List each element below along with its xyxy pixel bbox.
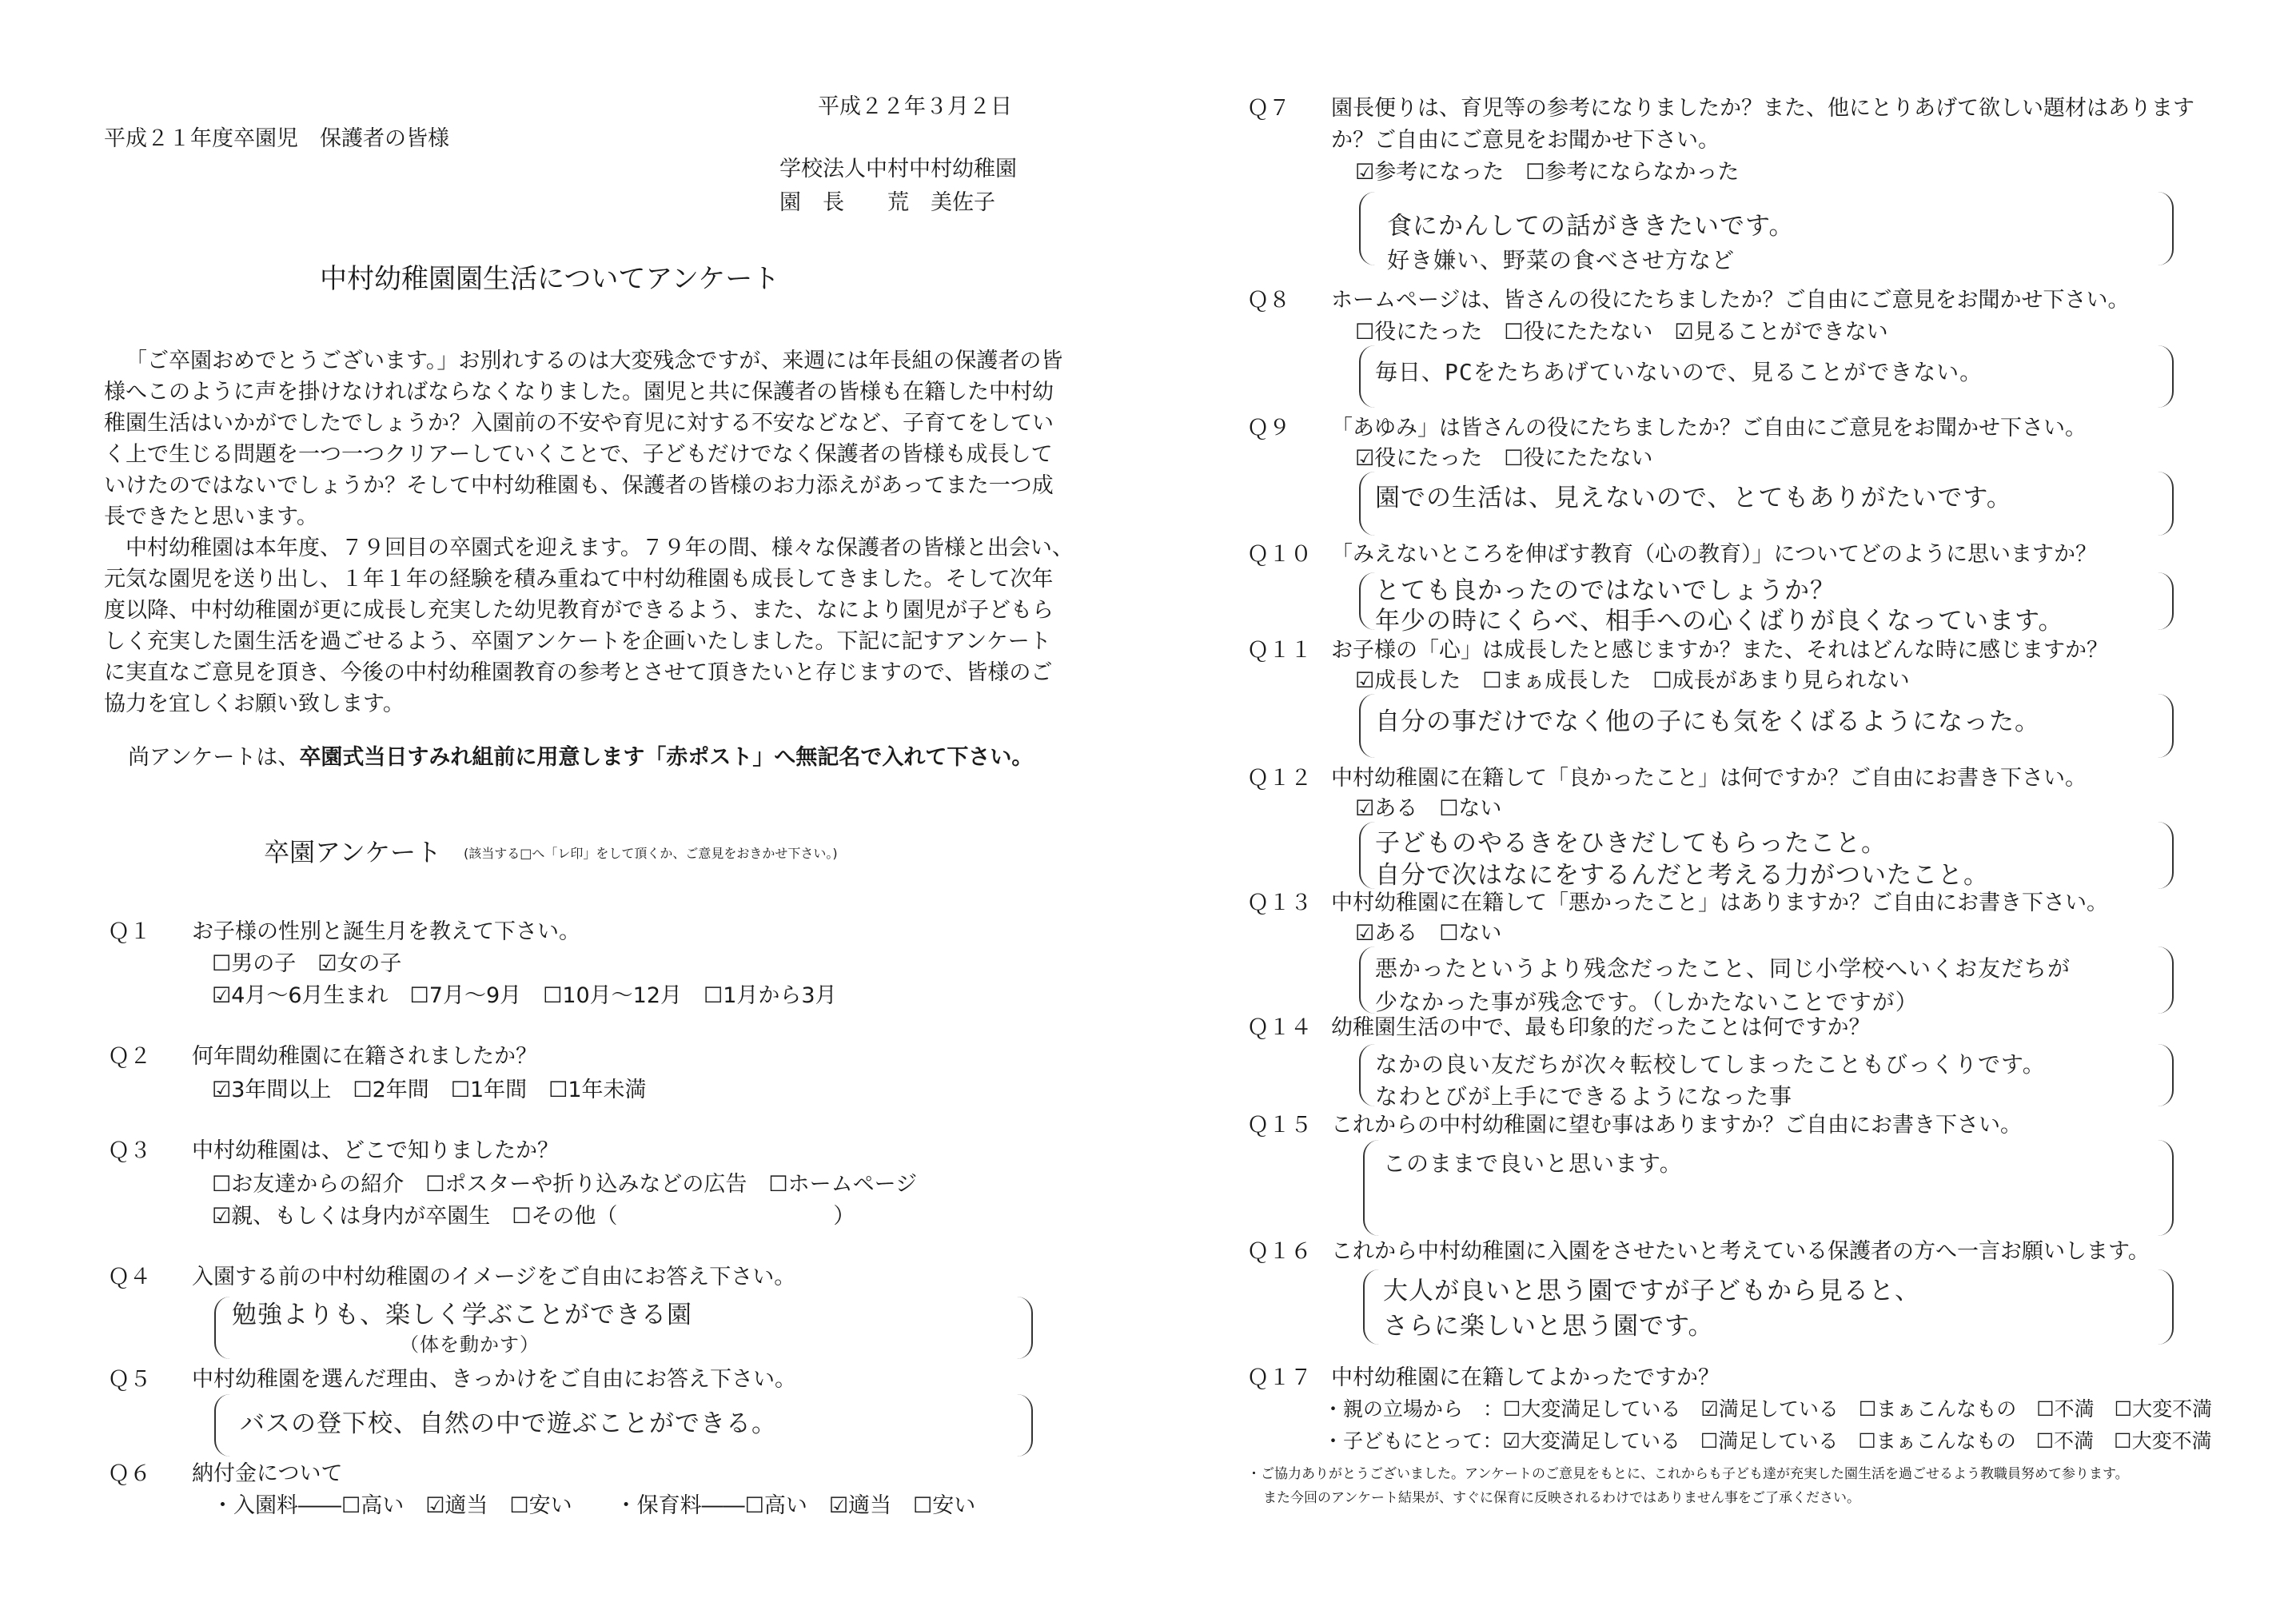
q9-options[interactable]: ☑役にたった ☐役にたたない [1355,446,1653,471]
q16-answer: 大人が良いと思う園ですが子どもから見ると、 [1383,1277,1920,1305]
q9-text: 「あゆみ」は皆さんの役にたちましたか？ご自由にご意見をお聞かせ下さい。 [1331,416,2087,440]
intro-line: 元気な園児を送り出し、１年１年の経験を積み重ねて中村幼稚園も成長してきました。そして次年 [104,567,1054,592]
q14-text: 幼稚園生活の中で、最も印象的だったことは何ですか？ [1331,1015,1871,1040]
q12-text: 中村幼稚園に在籍して「良かったこと」は何ですか？ご自由にお書き下さい。 [1331,766,2087,791]
q17-options-child[interactable]: ・子どもにとって：☑大変満足している ☐満足している ☐まぁこんなもの ☐不満 ☐大変不満 [1323,1429,2212,1453]
q13-number: Ｑ１３ [1247,891,1312,915]
q11-options[interactable]: ☑成長した ☐まぁ成長した ☐成長があまり見られない [1355,668,1910,693]
q13-options[interactable]: ☑ある ☐ない [1355,921,1502,946]
q1-options-gender[interactable]: ☐男の子 ☑女の子 [212,951,402,976]
q4-answer-note: （体を動かす） [400,1333,540,1356]
q7-options[interactable]: ☑参考になった ☐参考にならなかった [1355,160,1740,185]
intro-line: 「ご卒園おめでとうございます。」お別れするのは大変残念ですが、来週には年長組の保護者の皆 [126,349,1063,373]
note-prefix: 尚アンケートは、 [128,745,300,770]
intro-line: 協力を宜しくお願い致します。 [104,691,405,716]
note-instruction: 卒園式当日すみれ組前に用意します「赤ポスト」へ無記名で入れて下さい。 [299,745,1034,770]
q12-answer-2: 自分で次はなにをするんだと考える力がついたこと。 [1375,861,1989,890]
q3-options-1[interactable]: ☐お友達からの紹介 ☐ポスターや折り込みなどの広告 ☐ホームページ [212,1172,918,1197]
intro-line: 長できたと思います。 [104,504,318,529]
q9-answer: 園での生活は、見えないので、とてもありがたいです。 [1375,484,2012,512]
q10-number: Ｑ１０ [1247,542,1312,567]
q4-text: 入園する前の中村幼稚園のイメージをご自由にお答え下さい。 [192,1265,796,1289]
q3-text: 中村幼稚園は、どこで知りましたか？ [192,1138,559,1163]
q11-answer: 自分の事だけでなく他の子にも気をくばるようになった。 [1375,707,2040,736]
q17-options-parent[interactable]: ・親の立場から ：☐大変満足している ☑満足している ☐まぁこんなもの ☐不満 ☐大変不満 [1323,1397,2213,1421]
intro-line: 様へこのように声を掛けなければならなくなりました。園児と共に保護者の皆様も在籍した中村幼 [104,380,1054,404]
intro-line: く上で生じる問題を一つ一つクリアーしていくことで、子どもだけでなく保護者の皆様も成長して [104,442,1053,467]
section-hint: (該当する□へ「レ印」をして頂くか、ご意見をおきかせ下さい。) [464,846,838,861]
q10-answer: とても良かったのではないでしょうか？ [1375,576,1836,605]
q13-answer-2: 少なかった事が残念です。（しかたないことですが） [1375,989,1919,1015]
q10-answer-2: 年少の時にくらべ、相手への心くばりが良くなっています。 [1375,607,2064,636]
q12-answer: 子どものやるきをひきだしてもらったこと。 [1375,829,1887,858]
intro-line: に実直なご意見を頂き、今後の中村幼稚園教育の参考とさせて頂きたいと存じますので、皆様のご [104,660,1053,685]
q8-number: Ｑ８ [1247,288,1290,313]
q17-text: 中村幼稚園に在籍してよかったですか？ [1331,1365,1720,1390]
q7-text-2: か？ご自由にご意見をお聞かせ下さい。 [1331,128,1720,153]
q13-text: 中村幼稚園に在籍して「悪かったこと」はありますか？ご自由にお書き下さい。 [1331,891,2108,915]
intro-line: 稚園生活はいかがでしたでしょうか？入園前の不安や育児に対する不安などなど、子育てをしてい [104,411,1054,436]
q5-number: Ｑ５ [108,1367,151,1392]
q2-number: Ｑ２ [108,1044,151,1069]
q9-number: Ｑ９ [1247,416,1290,440]
recipient-line: 平成２１年度卒園児 保護者の皆様 [104,126,449,151]
intro-line: いけたのではないでしょうか？そして中村幼稚園も、保護者の皆様のお力添えがあってまた一つ成 [104,473,1054,498]
principal-name: 園 長 荒 美佐子 [779,190,995,215]
q6-text: 納付金について [192,1461,343,1486]
q5-text: 中村幼稚園を選んだ理由、きっかけをご自由にお答え下さい。 [192,1367,796,1392]
intro-line: 中村幼稚園は本年度、７９回目の卒園式を迎えます。７９年の間、様々な保護者の皆様と出会い、 [126,536,1074,560]
footer-disclaimer: また今回のアンケート結果が、すぐに保育に反映されるわけではありません事をご了承ください。 [1263,1490,1860,1506]
submission-note [128,747,1033,768]
intro-line: しく充実した園生活を過ごせるよう、卒園アンケートを企画いたしました。下記に記すアンケート [104,629,1051,654]
intro-paragraph-2 [104,532,1074,719]
q8-answer: 毎日、PCをたちあげていないので、見ることができない。 [1375,359,1983,385]
section-title: 卒園アンケート [264,837,442,867]
q12-options[interactable]: ☑ある ☐ない [1355,796,1502,821]
q4-answer: 勉強よりも、楽しく学ぶことができる園 [232,1301,692,1329]
q5-answer: バスの登下校、自然の中で遊ぶことができる。 [240,1409,777,1438]
q16-text: これから中村幼稚園に入園をさせたいと考えている保護者の方へ一言お願いします。 [1331,1239,2150,1264]
intro-paragraph-1 [104,345,1063,532]
issue-date: 平成２２年３月２日 [818,94,1012,119]
q10-text: 「みえないところを伸ばす教育（心の教育）」についてどのように思いますか？ [1331,542,2097,567]
q7-answer-2: 好き嫌い、野菜の食べさせ方など [1387,247,1736,273]
intro-line: 度以降、中村幼稚園が更に成長し充実した幼児教育ができるよう、また、なにより園児が子どもら [104,598,1054,623]
q14-answer-2: なわとびが上手にできるようになった事 [1375,1083,1793,1110]
q11-number: Ｑ１１ [1247,638,1312,663]
q1-text: お子様の性別と誕生月を教えて下さい。 [192,919,580,944]
q8-options[interactable]: ☐役にたった ☐役にたたない ☑見ることができない [1355,320,1888,345]
q16-number: Ｑ１６ [1247,1239,1312,1264]
q7-answer: 食にかんしての話がききたいです。 [1387,212,1795,241]
q1-number: Ｑ１ [108,919,151,944]
q15-answer: このままで良いと思います。 [1383,1150,1683,1177]
q12-number: Ｑ１２ [1247,766,1312,791]
q14-answer: なかの良い友だちが次々転校してしまったこともびっくりです。 [1375,1051,2046,1078]
q13-answer: 悪かったというより残念だったこと、同じ小学校へいくお友だちが [1375,955,2071,982]
q15-text: これからの中村幼稚園に望む事はありますか？ご自由にお書き下さい。 [1331,1113,2022,1138]
q3-number: Ｑ３ [108,1138,151,1163]
q7-text: 園長便りは、育児等の参考になりましたか？また、他にとりあげて欲しい題材はあります [1331,96,2194,121]
q6-options[interactable]: ・入園料――☐高い ☑適当 ☐安い ・保育料――☐高い ☑適当 ☐安い [212,1493,976,1518]
q8-text: ホームページは、皆さんの役にたちましたか？ご自由にご意見をお聞かせ下さい。 [1331,288,2130,313]
school-name: 学校法人中村中村幼稚園 [779,157,1017,181]
q3-options-2[interactable]: ☑親、もしくは身内が卒園生 ☐その他（ ） [212,1204,855,1229]
footer-thanks: ・ご協力ありがとうございました。アンケートのご意見をもとに、これからも子ども達が充実した園生活を過ごせるよう教職員努めて参ります。 [1247,1466,2129,1482]
page-title: 中村幼稚園園生活についてアンケート [320,263,780,295]
q17-number: Ｑ１７ [1247,1365,1312,1390]
q1-options-birth-month[interactable]: ☑4月～6月生まれ ☐7月～9月 ☐10月～12月 ☐1月から3月 [212,983,837,1008]
q2-text: 何年間幼稚園に在籍されましたか？ [192,1044,537,1069]
q15-number: Ｑ１５ [1247,1113,1312,1138]
q4-number: Ｑ４ [108,1265,151,1289]
q14-number: Ｑ１４ [1247,1015,1312,1040]
q7-number: Ｑ７ [1247,96,1290,121]
q11-text: お子様の「心」は成長したと感じますか？また、それはどんな時に感じますか？ [1331,638,2108,663]
q2-options[interactable]: ☑3年間以上 ☐2年間 ☐1年間 ☐1年未満 [212,1078,647,1102]
q6-number: Ｑ６ [108,1461,151,1486]
q16-answer-2: さらに楽しいと思う園です。 [1383,1312,1714,1341]
